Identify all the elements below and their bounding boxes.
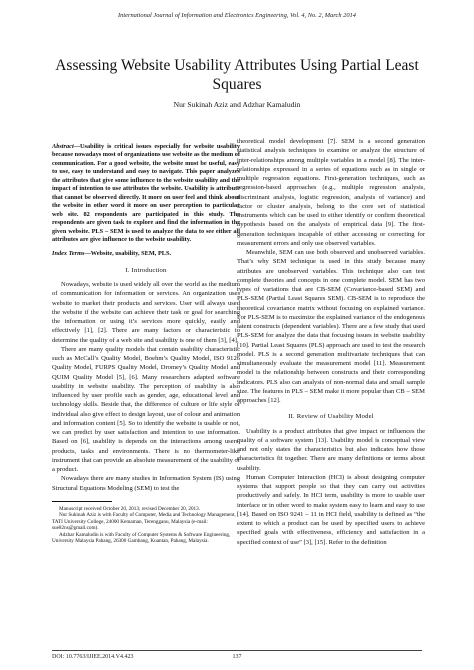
intro-paragraph-1: Nowadays, website is used widely all over the world as the medium of communication for information or services. An organization uses website to market their products and services. User will always used the website if the website can achieve their task or goal for searching the information or using it’s services more quickly, easily and effectively [1], [2]. There are many factors or characteristic to determine the quality of a web site and usability is one of them [3], [4].	[52, 281, 240, 344]
right-column	[237, 137, 425, 547]
footnote-author-1: Nur Sukinah Aziz is with Faculty of Computer, Media and Technology Management, TATI University College, 24000 Kemaman, Terengganu, Malaysia (e-mail: sue82ns@gmail.com).	[52, 512, 236, 532]
paper-title: Assessing Website Usability Attributes Using Partial Least Squares	[55, 57, 419, 93]
abstract-label: Abstract	[52, 143, 74, 150]
page-number: 137	[232, 654, 242, 660]
abstract	[52, 143, 240, 244]
footnote-author-2: Adzhar Kamaludin is with Faculty of Computer Systems & Software Engineering, University Malaysia Pahang, 26300 Gambang, Kuantan, Pahang, Malaysia.	[52, 531, 231, 544]
abstract-text: —Usability is critical issues especially for website usability because nowadays most of organizations use website as the medium of communication. For a good website, the website must be useful, easy to use, easy to understand and easy to navigate. This paper analyzes the attributes that give some influence to the website usability and the impact of intention to use attributes the website. Usability is attribute that cannot be observed directly. It more on user feel and think about the website in other word it more on user perception to particular web site. 82 respondents are participated in this study. The respondents are given task to explore and find the information in the given website. PLS – SEM is used to analyze the data to see either all attributes are give influence to the website usability.	[52, 143, 240, 243]
footnotes	[52, 506, 240, 544]
right-paragraph-1: theoretical model development [7]. SEM is a second generation statistical analysis techniques to examine or analyze the structure of inter-relationships among multiple variables in a model [8]. The inter-relationships expressed in a series of equations such as in single or multiple regression equations. First-generation techniques, such as regression-based approaches (e.g., multiple regression analysis, discriminant analysis, logistic regression, analysis of variance) and factor or cluster analysis, belong to the core set of statistical instruments which can be used to either identify or confirm theoretical hypothesis based on the analysis of empirical data [9]. The first-generation techniques incapable of either accessing or correcting for measurement errors and only use observed variables.	[237, 138, 425, 247]
left-column	[52, 143, 240, 544]
right-paragraph-2: Meanwhile, SEM can use both observed and unobserved variables. That’s why SEM technique is used in this study because many attributes are unobserved variables. This technique also can test complete theories and concepts in one complete model. SEM has two types of variations that are CB-SEM (Covariance-based SEM) and PLS-SEM (Partial Least Squares SEM). CB-SEM is to reproduce the theoretical covariance matrix without focusing on explained variance. For PLS-SEM is to maximize the explained variance of the endogenous latent constructs (dependent variables). There are a few study that used PLS-SEM for analyze the data that focusing issues in website usability [10]. Partial Least Squares (PLS) approach are used to test the research model. PLS is a second generation multivariate techniques that can simultaneously evaluate the measurement model [11]. Measurement model is the relationship between constructs and their corresponding indicators. PLS also can analysis of non-normal data and small sample size. The features in PLS – SEM make it more popular than CB – SEM approaches [12].	[237, 249, 425, 404]
doi: DOI: 10.7763/IJIEE.2014.V4.423	[52, 654, 134, 660]
index-terms-label: Index Terms	[52, 250, 85, 258]
footer-divider	[52, 650, 422, 651]
review-paragraph-2: Human Computer Interaction (HCI) is about designing computer systems that support people so that they can carry out activities productively and safely. In HCI term, usability is more to usable user interface or in other word to make system easy to learn and easy to use [14]. Based on ISO 9241 – 11 in HCI field, usability is defined as “the extent to which a product can be used by specified users to achieve specified goals with effectiveness, efficiency and satisfaction in a specified context of use” [3], [15]. Refer to the definition	[237, 473, 425, 546]
index-terms-text: —Website, usability, SEM, PLS.	[84, 250, 172, 258]
footnote-manuscript: Manuscript received October 20, 2013; revised December 20, 2013.	[59, 505, 201, 512]
paper-authors: Nur Sukinah Aziz and Adzhar Kamaludin	[173, 100, 301, 109]
index-terms	[52, 250, 240, 258]
intro-paragraph-2: There are many quality models that contain usability characteristic such as McCall’s Quality Model, Boehm’s Quality Model, ISO 9126 Quality Model, FURPS Quality Model, Dromey’s Quality Model and QUIM Quality Model [5], [6]. Many researchers adapted software usability in website usability. The perception of usability is also influenced by user profile such as gender, age, educational level and technology skills. Beside that, the difference of culture or life style of individual also give effect to design layout, use of colour and animation and information content [5]. So to identify the website is usable or not, we can predict by user satisfaction and intention to use information. Based on [6], usability is depends on the interactions among users, products, tasks and environments. There is no thermometer-like instrument that can provide an absolute measurement of the usability of a product.	[52, 345, 240, 474]
section-heading-review: II. Review of Usability Model	[288, 413, 374, 421]
footnote-divider	[52, 501, 112, 502]
section-heading-introduction: I. Introduction	[125, 266, 167, 274]
journal-header: International Journal of Information and Electronics Engineering, Vol. 4, No. 2, March 2014	[118, 12, 356, 19]
intro-paragraph-3: Nowadays there are many studies in Information System (IS) using Structural Equations Modeling (SEM) to test the	[52, 475, 240, 492]
review-paragraph-1: Usability is a product attributes that give impact or influences the quality of a software system [13]. Usability model is conceptual view and not only states the characteristics but also indicates how those characteristics fit together. There are many definitions or terms about usability.	[237, 427, 425, 472]
